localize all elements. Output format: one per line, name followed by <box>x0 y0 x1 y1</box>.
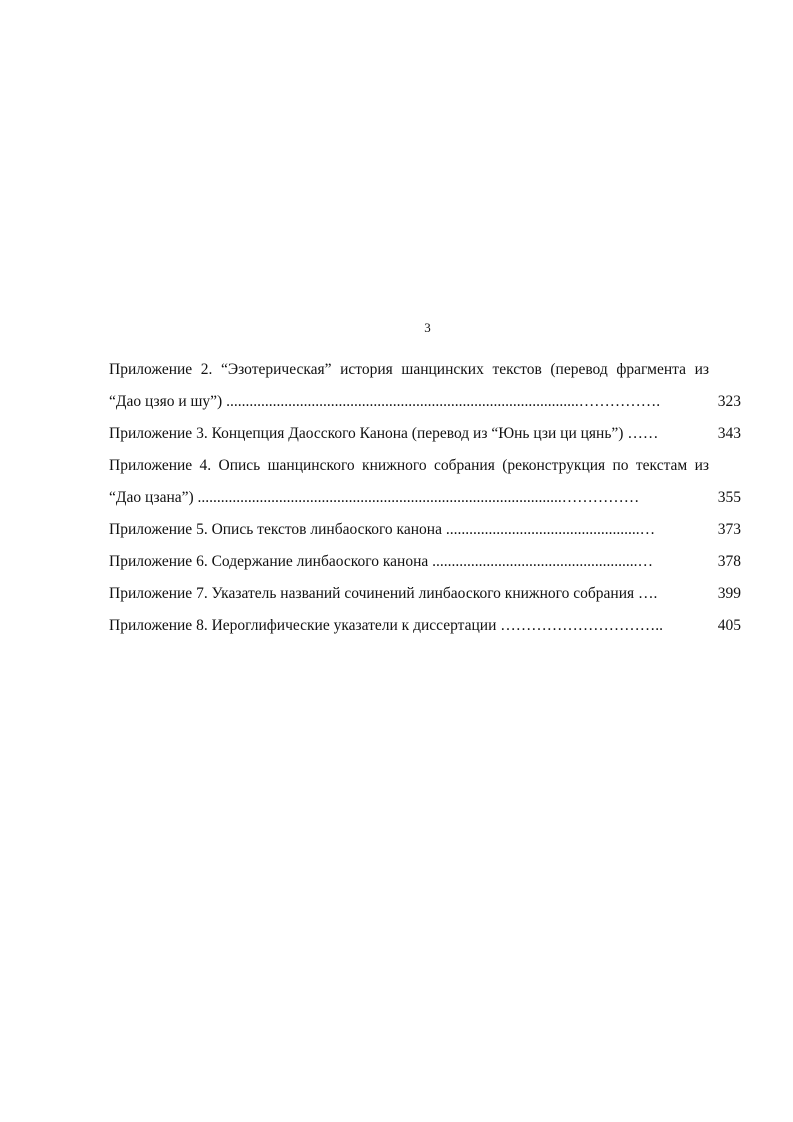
toc-entry-text: Приложение 6. Содержание линбаоского канона .....................................................… <box>109 553 653 570</box>
toc-entry-text: Приложение 3. Концепция Даосского Канона (перевод из “Юнь цзи ци цянь”) …… <box>109 425 659 442</box>
toc-entry-page: 405 <box>717 617 741 634</box>
toc-entry-appendix-5 <box>109 518 741 550</box>
toc-entry-text: Приложение 5. Опись текстов линбаоского канона ..................................................… <box>109 521 656 538</box>
toc-entry-text: Приложение 8. Иероглифические указатели к диссертации ………………………….. <box>109 617 663 634</box>
toc-entry-appendix-2-line-1 <box>109 358 741 390</box>
toc-entry-page: 323 <box>717 393 741 410</box>
toc-entry-text: Приложение 2. “Эзотерическая” история шанцинских текстов (перевод фрагмента из <box>109 361 709 378</box>
toc-entry-page: 378 <box>717 553 741 570</box>
toc-entry-appendix-8 <box>109 614 741 646</box>
toc-entry-page: 373 <box>717 521 741 538</box>
toc-entry-appendix-4-line-1 <box>109 454 741 486</box>
toc-entry-text: Приложение 7. Указатель названий сочинений линбаоского книжного собрания …. <box>109 585 658 602</box>
toc-entry-page: 399 <box>717 585 741 602</box>
toc-entry-appendix-7 <box>109 582 741 614</box>
toc-entry-appendix-4-line-2 <box>109 486 741 518</box>
toc-entry-appendix-3 <box>109 422 741 454</box>
toc-entry-appendix-2-line-2 <box>109 390 741 422</box>
toc-entry-page: 355 <box>717 489 741 506</box>
toc-entry-text: “Дао цзана”) ..............................................................................................…………… <box>109 489 640 506</box>
toc-entry-text: “Дао цзяо и шу”) ...........................................................................................……………. <box>109 393 661 410</box>
table-of-contents <box>109 358 741 646</box>
toc-entry-text: Приложение 4. Опись шанцинского книжного собрания (реконструкция по текстам из <box>109 457 709 474</box>
toc-entry-page: 343 <box>717 425 741 442</box>
toc-entry-appendix-6 <box>109 550 741 582</box>
page-number: 3 <box>424 320 431 335</box>
